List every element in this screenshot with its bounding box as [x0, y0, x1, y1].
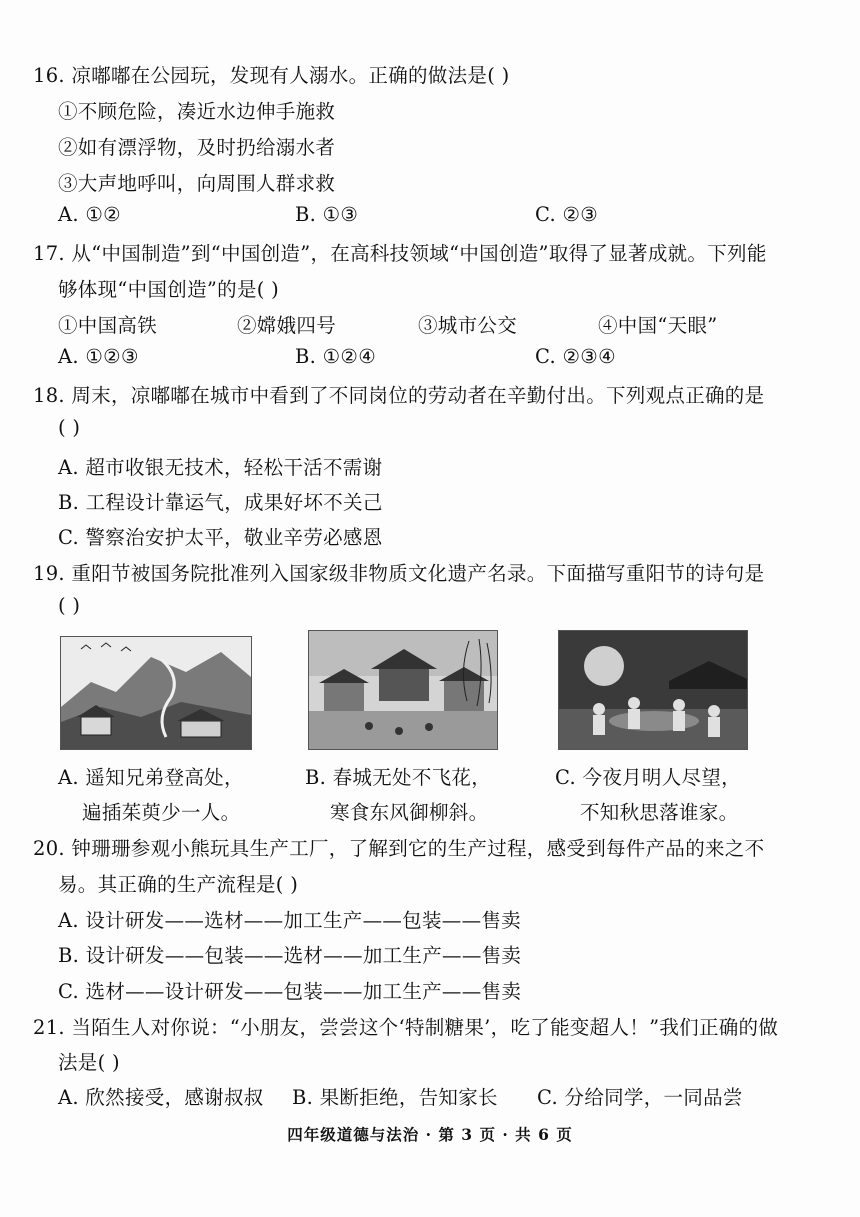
- q18-option-a: A. 超市收银无技术，轻松干活不需谢: [58, 456, 383, 479]
- q17-item-1: ①中国高铁: [58, 314, 158, 337]
- q17-option-a: A. ①②③: [58, 345, 139, 368]
- mountain-village-illustration: [60, 636, 252, 750]
- q16-stem: 16. 凉嘟嘟在公园玩，发现有人溺水。正确的做法是( ): [33, 64, 510, 87]
- q19-option-c-line1: C. 今夜月明人尽望，: [555, 766, 741, 789]
- q21-stem-line1: 21. 当陌生人对你说：“小朋友，尝尝这个‘特制糖果’，吃了能变超人！”我们正确的做: [33, 1016, 779, 1039]
- q19-stem-line2: ( ): [58, 594, 81, 617]
- page-footer: 四年级道德与法治 · 第 3 页 · 共 6 页: [287, 1125, 573, 1144]
- q17-stem-line1: 17. 从“中国制造”到“中国创造”，在高科技领域“中国创造”取得了显著成就。下列能: [33, 242, 767, 265]
- city-willow-illustration: [308, 630, 498, 750]
- q16-option-a: A. ①②: [58, 203, 121, 226]
- q19-stem-line1: 19. 重阳节被国务院批准列入国家级非物质文化遗产名录。下面描写重阳节的诗句是: [33, 562, 765, 585]
- q21-option-b: B. 果断拒绝，告知家长: [292, 1086, 498, 1109]
- q20-option-c: C. 选材——设计研发——包装——加工生产——售卖: [58, 980, 522, 1003]
- q19-option-b-line1: B. 春城无处不飞花，: [305, 766, 492, 789]
- q19-option-c-line2: 不知秋思落谁家。: [580, 801, 739, 824]
- q16-option-c: C. ②③: [535, 203, 599, 226]
- q19-option-a-line1: A. 遥知兄弟登高处，: [58, 766, 244, 789]
- q20-stem-line2: 易。其正确的生产流程是( ): [58, 873, 299, 896]
- q18-option-b: B. 工程设计靠运气，成果好坏不关己: [58, 491, 383, 514]
- q17-item-2: ②嫦娥四号: [237, 314, 337, 337]
- q18-stem-line1: 18. 周末，凉嘟嘟在城市中看到了不同岗位的劳动者在辛勤付出。下列观点正确的是: [33, 384, 765, 407]
- q16-item-2: ②如有漂浮物，及时扔给溺水者: [58, 136, 336, 159]
- q19-option-a-line2: 遍插茱萸少一人。: [82, 801, 241, 824]
- moon-night-illustration: [558, 630, 748, 750]
- q17-item-4: ④中国“天眼”: [598, 314, 718, 337]
- q19-option-b-line2: 寒食东风御柳斜。: [330, 801, 489, 824]
- q21-stem-line2: 法是( ): [58, 1051, 120, 1074]
- q21-option-c: C. 分给同学，一同品尝: [537, 1086, 743, 1109]
- q20-option-a: A. 设计研发——选材——加工生产——包装——售卖: [58, 909, 521, 932]
- q16-option-b: B. ①③: [295, 203, 359, 226]
- q21-option-a: A. 欣然接受，感谢叔叔: [58, 1086, 264, 1109]
- q17-option-c: C. ②③④: [535, 345, 616, 368]
- q20-stem-line1: 20. 钟珊珊参观小熊玩具生产工厂，了解到它的生产过程，感受到每件产品的来之不: [33, 837, 765, 860]
- q16-item-3: ③大声地呼叫，向周围人群求救: [58, 172, 336, 195]
- q17-stem-line2: 够体现“中国创造”的是( ): [58, 278, 280, 301]
- q18-option-c: C. 警察治安护太平，敬业辛劳必感恩: [58, 526, 383, 549]
- q18-stem-line2: ( ): [58, 416, 81, 439]
- q17-option-b: B. ①②④: [295, 345, 376, 368]
- q17-item-3: ③城市公交: [418, 314, 518, 337]
- q16-item-1: ①不顾危险，凑近水边伸手施救: [58, 100, 336, 123]
- q20-option-b: B. 设计研发——包装——选材——加工生产——售卖: [58, 944, 522, 967]
